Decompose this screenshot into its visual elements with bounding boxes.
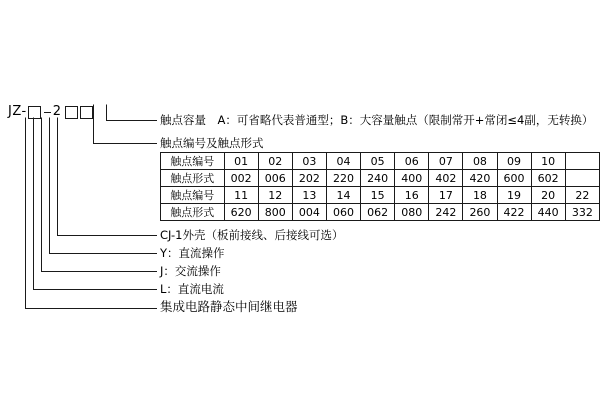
model-code-series: 2 [52, 104, 62, 119]
table-cell: 11 [224, 187, 258, 204]
table-cell: 620 [224, 204, 258, 221]
table-cell: 202 [292, 170, 326, 187]
table-cell: 12 [258, 187, 292, 204]
row-header: 触点形式 [161, 170, 225, 187]
model-code-box-1 [28, 106, 41, 119]
label-y-dc-operation: Y：直流操作 [160, 246, 225, 260]
table-cell: 062 [361, 204, 395, 221]
table-cell: 600 [497, 170, 531, 187]
table-row [161, 170, 600, 187]
table-cell: 13 [292, 187, 326, 204]
table-cell: 04 [326, 153, 360, 170]
table-cell: 242 [429, 204, 463, 221]
table-cell: 402 [429, 170, 463, 187]
row-header: 触点编号 [161, 187, 225, 204]
table-cell: 08 [463, 153, 497, 170]
table-cell: 02 [258, 153, 292, 170]
table-cell: 060 [326, 204, 360, 221]
table-cell: 220 [326, 170, 360, 187]
table-cell: 422 [497, 204, 531, 221]
table-cell: 20 [531, 187, 565, 204]
table-cell: 002 [224, 170, 258, 187]
contact-table-wrap [160, 152, 600, 221]
table-cell: 16 [395, 187, 429, 204]
row-header: 触点编号 [161, 153, 225, 170]
table-cell [565, 153, 599, 170]
table-cell: 440 [531, 204, 565, 221]
table-cell: 332 [565, 204, 599, 221]
table-cell: 19 [497, 187, 531, 204]
table-cell: 15 [361, 187, 395, 204]
table-cell: 420 [463, 170, 497, 187]
table-cell: 10 [531, 153, 565, 170]
table-cell: 006 [258, 170, 292, 187]
table-cell: 03 [292, 153, 326, 170]
label-contact-number-form: 触点编号及触点形式 [160, 136, 264, 150]
label-l-dc-current: L：直流电流 [160, 282, 224, 296]
label-contact-capacity: 触点容量 A：可省略代表普通型；B：大容量触点（限制常开+常闭≤4副，无转换） [160, 113, 594, 127]
table-cell: 080 [395, 204, 429, 221]
table-cell: 14 [326, 187, 360, 204]
table-row [161, 187, 600, 204]
table-cell [565, 170, 599, 187]
model-code [8, 105, 94, 119]
row-header: 触点形式 [161, 204, 225, 221]
table-cell: 17 [429, 187, 463, 204]
model-code-dash [44, 112, 51, 113]
label-product-name: 集成电路静态中间继电器 [160, 299, 298, 314]
table-cell: 800 [258, 204, 292, 221]
table-cell: 01 [224, 153, 258, 170]
model-code-box-3 [80, 106, 93, 119]
table-cell: 602 [531, 170, 565, 187]
contact-table [160, 152, 600, 221]
table-cell: 400 [395, 170, 429, 187]
table-cell: 09 [497, 153, 531, 170]
table-cell: 18 [463, 187, 497, 204]
table-cell: 05 [361, 153, 395, 170]
model-code-prefix: JZ- [8, 104, 27, 119]
table-cell: 22 [565, 187, 599, 204]
table-row [161, 153, 600, 170]
table-cell: 004 [292, 204, 326, 221]
model-code-box-2 [65, 106, 78, 119]
label-j-ac-operation: J：交流操作 [160, 264, 221, 278]
table-cell: 07 [429, 153, 463, 170]
table-cell: 260 [463, 204, 497, 221]
table-cell: 240 [361, 170, 395, 187]
table-row [161, 204, 600, 221]
table-cell: 06 [395, 153, 429, 170]
contact-table-body [161, 153, 600, 221]
label-shell: CJ-1外壳（板前接线、后接线可选） [160, 228, 344, 242]
